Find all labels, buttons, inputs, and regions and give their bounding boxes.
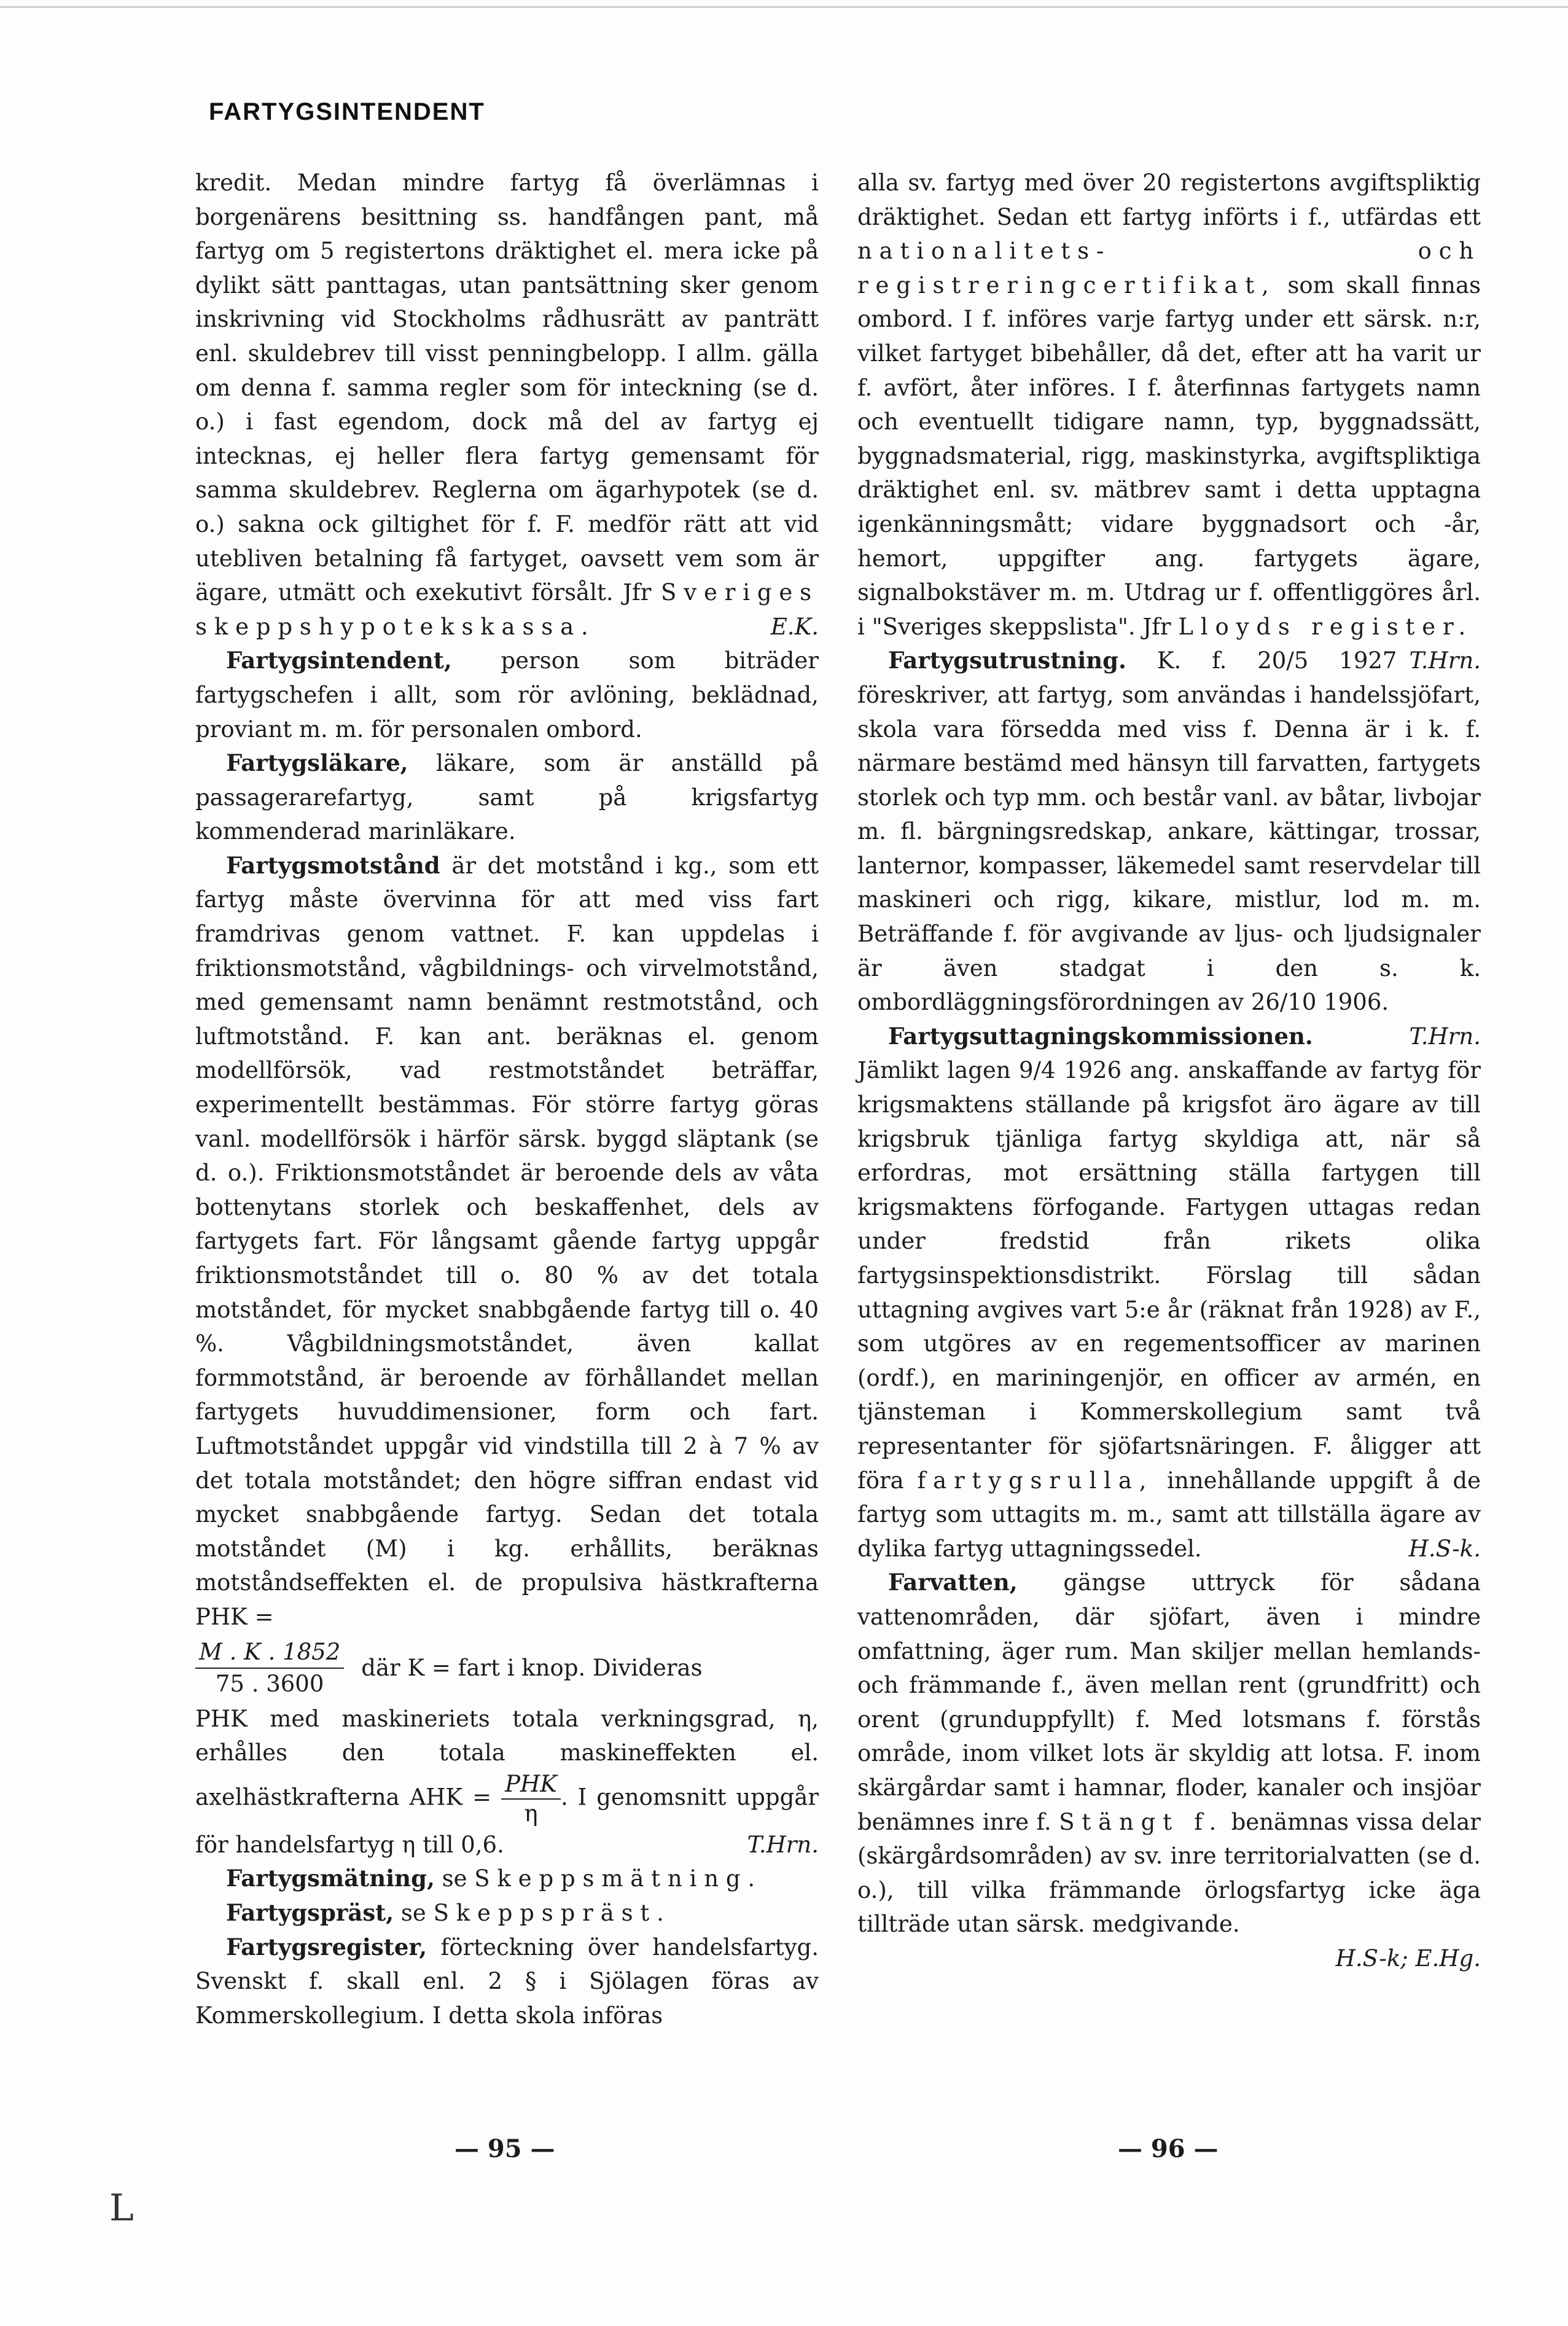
running-head: FARTYGSINTENDENT <box>209 98 485 125</box>
term-spaced: fartygsrulla, <box>917 1467 1154 1494</box>
author-signature: E.K. <box>770 613 819 640</box>
entry-fartygsmatning <box>195 1862 819 1896</box>
entry-fartygsprast <box>195 1896 819 1930</box>
text: kredit. Medan mindre fartyg få överlämnas i borgenärens besittning ss. handfången pant, må fartyg om 5 registertons dräktighet el. mera icke på dylikt sätt panttagas, utan pantsättning sker genom inskrivning vid Stockholms rådhusrätt av panträtt enl. skuldebrev till visst penningbelopp. I allm. gälla om denna f. samma regler som för inteckning (se d. o.) i fast egendom, dock må del av fartyg ej intecknas, ej heller flera fartyg gemensamt för samma skuldebrev. Reglerna om ägarhypotek (se d. o.) sakna ock giltighet för f. F. medför rätt att vid utebliven betalning få fartyget, oavsett vem som är ägare, utmätt och exekutivt försålt. Jfr <box>195 170 819 606</box>
entry-text: se <box>434 1865 475 1892</box>
entry-fartygsregister <box>195 1930 819 2033</box>
entry-text: läkare, som är anställd på passagerarefartyg, samt på krigsfartyg kommenderad marinläkare. <box>195 750 819 845</box>
fraction-numerator: M . K . 1852 <box>195 1637 344 1669</box>
entry-text: person som biträder fartygschefen i allt, som rör avlöning, beklädnad, proviant m. m. för personalen ombord. <box>195 647 819 743</box>
entry-text: förteckning över handelsfartyg. Svenskt f. skall enl. 2 § i Sjölagen föras av Kommerskollegium. I detta skola införas <box>195 1934 819 2029</box>
cross-reference: Skeppsmätning. <box>474 1865 762 1892</box>
entry-text: . I genomsnitt uppgår för handelsfartyg η till 0,6. <box>195 1784 819 1858</box>
entry-farvatten <box>857 1566 1481 1942</box>
page-number-left: — 95 — <box>454 2134 555 2163</box>
entry-fartygslakare <box>195 746 819 849</box>
fraction-numerator: PHK <box>501 1770 561 1800</box>
entry-fartygsuttagningskommissionen <box>857 1020 1481 1566</box>
entry-text: är det motstånd i kg., som ett fartyg måste övervinna för att med viss fart framdrivas genom vattnet. F. kan uppdelas i friktionsmotstånd, vågbildnings- och virvelmotstånd, med gemensamt namn benämnt restmotstånd, och luftmotstånd. F. kan ant. beräknas el. genom modellförsök, vad restmotståndet beträffar, experimentellt bestämmas. För större fartyg göras vanl. modellförsök i härför särsk. byggd släptank (se d. o.). Friktionsmotståndet är beroende dels av våta bottenytans storlek och beskaffenhet, dels av fartygets fart. För långsamt gående fartyg uppgår friktionsmotståndet till o. 80 % av det totala motståndet, för mycket snabbgående fartyg till o. 40 %. Vågbildningsmotståndet, även kallat formmotstånd, är beroende av förhållandet mellan fartygets huvuddimensioner, form och fart. Luftmotståndet uppgår vid vindstilla till 2 à 7 % av det totala motståndet; den högre siffran endast vid mycket snabbgående fartyg. Sedan det totala motståndet (M) i kg. erhållits, beräknas motståndseffekten el. de propulsiva hästkrafterna PHK = <box>195 852 819 1630</box>
fraction <box>195 1637 344 1700</box>
entry-headword: Fartygspräst, <box>226 1899 394 1926</box>
entry-text: se <box>394 1899 434 1926</box>
entry-headword: Farvatten, <box>888 1569 1018 1596</box>
author-signature: T.Hrn. <box>1409 1023 1481 1050</box>
entry-headword: Fartygsintendent, <box>226 647 452 674</box>
author-signature: T.Hrn. <box>1409 647 1481 674</box>
cross-reference: Skeppspräst. <box>433 1899 671 1926</box>
entry-fartygsmotstand <box>195 849 819 1634</box>
paragraph-kredit <box>195 166 819 644</box>
cross-reference: Sveriges skeppshypotekskassa. <box>195 579 819 640</box>
formula-phk <box>195 1637 819 1700</box>
text: som skall finnas ombord. I f. införes varje fartyg under ett särsk. n:r, vilket fartyget bibehåller, då det, efter att ha varit ur f. avfört, åter införes. I f. återfinnas fartygets namn och eventuellt tidigare namn, typ, byggnadssätt, byggnadsmaterial, rigg, maskinstyrka, avgiftspliktiga dräktighet enl. sv. mätbrev samt i detta upptagna igenkänningsmått; vidare byggnadsort och -år, hemort, uppgifter ang. fartygets ägare, signalbokstäver m. m. Utdrag ur f. offentliggöres årl. i "Sveriges skeppslista". Jfr <box>857 271 1481 640</box>
fraction-denominator: 75 . 3600 <box>215 1670 324 1697</box>
entry-text: innehållande uppgift å de fartyg som uttagits m. m., samt att tillställa ägare av dylika fartyg uttagningssedel. <box>857 1467 1481 1562</box>
entry-text: benämnas vissa delar (skärgårdsområden) av sv. inre territorialvatten (se d. o.), till vilka främmande örlogsfartyg icke äga tillträde utan särsk. medgivande. <box>857 1808 1481 1938</box>
entry-headword: Fartygsläkare, <box>226 749 408 777</box>
entry-headword: Fartygsutrustning. <box>888 647 1126 674</box>
entry-text: gängse uttryck för sådana vattenområden, där sjöfart, även i mindre omfattning, äger rum. Man skiljer mellan hemlands- och främmande f., även mellan rent (grundfritt) och orent (grunduppfyllt) f. Med lotsmans f. förstås område, inom vilket lots är skyldig att lotsa. F. inom skärgårdar samt i hamnar, floder, kanaler och insjöar benämnes inre f. <box>857 1569 1481 1835</box>
term-spaced: Stängt f. <box>1059 1808 1224 1835</box>
entry-headword: Fartygsregister, <box>226 1933 427 1961</box>
paragraph-ahk <box>195 1702 819 1862</box>
right-column <box>857 166 1481 1975</box>
term-spaced: nationalitets- och registreringcertifikat, <box>857 238 1481 299</box>
formula-text: där K = fart i knop. Divideras <box>361 1654 703 1681</box>
margin-mark: L <box>109 2187 134 2230</box>
author-signature: T.Hrn. <box>747 1831 819 1858</box>
author-signature: H.S-k. <box>1408 1535 1481 1562</box>
entry-text: PHK med maskineriets totala verkningsgrad, η, erhålles den totala maskineffekten el. axelhästkrafterna AHK = <box>195 1705 819 1811</box>
cross-reference: Lloyds register. <box>1178 613 1473 640</box>
left-column <box>195 166 819 2032</box>
author-signature: H.S-k; E.Hg. <box>1335 1945 1481 1972</box>
fraction-denominator: η <box>524 1800 538 1827</box>
entry-headword: Fartygsmotstånd <box>226 851 440 879</box>
top-rule <box>0 6 1568 8</box>
entry-fartygsintendent <box>195 644 819 746</box>
entry-text: K. f. 20/5 1927 föreskriver, att fartyg, som användas i handelssjöfart, skola vara försedda med viss f. Denna är i k. f. närmare bestämd med hänsyn till farvatten, fartygets storlek och typ mm. och består vanl. av båtar, livbojar m. fl. bärgningsredskap, ankare, kättingar, trossar, lanternor, kompasser, läkemedel samt reservdelar till maskineri och rigg, kikare, mistlur, lod m. m. Beträffande f. för avgivande av ljus- och ljudsignaler är även stadgat i den s. k. ombordläggningsförordningen av 26/10 1906. <box>857 647 1481 1016</box>
entry-headword: Fartygsuttagningskommissionen. <box>888 1022 1313 1050</box>
fraction-ahk <box>501 1770 561 1828</box>
entry-text: Jämlikt lagen 9/4 1926 ang. anskaffande av fartyg för krigsmaktens ställande på krigsfot äro ägare av till krigsbruk tjänliga fartyg skyldiga att, när så erfordras, mot ersättning ställa fartygen till krigsmaktens förfogande. Fartygen uttagas redan under fredstid från rikets olika fartygsinspektionsdistrikt. Förslag till sådan uttagning avgives vart 5:e år (räknat från 1928) av F., som utgöres av en regementsofficer av marinen (ordf.), en mariningenjör, en officer av armén, en tjänsteman i Kommerskollegium samt två representanter för sjöfartsnäringen. F. åligger att föra <box>857 1057 1481 1494</box>
entry-headword: Fartygsmätning, <box>226 1865 435 1892</box>
page-number-right: — 96 — <box>1118 2134 1219 2163</box>
text: alla sv. fartyg med över 20 registertons avgiftspliktig dräktighet. Sedan ett fartyg införts i f., utfärdas ett <box>857 170 1481 230</box>
